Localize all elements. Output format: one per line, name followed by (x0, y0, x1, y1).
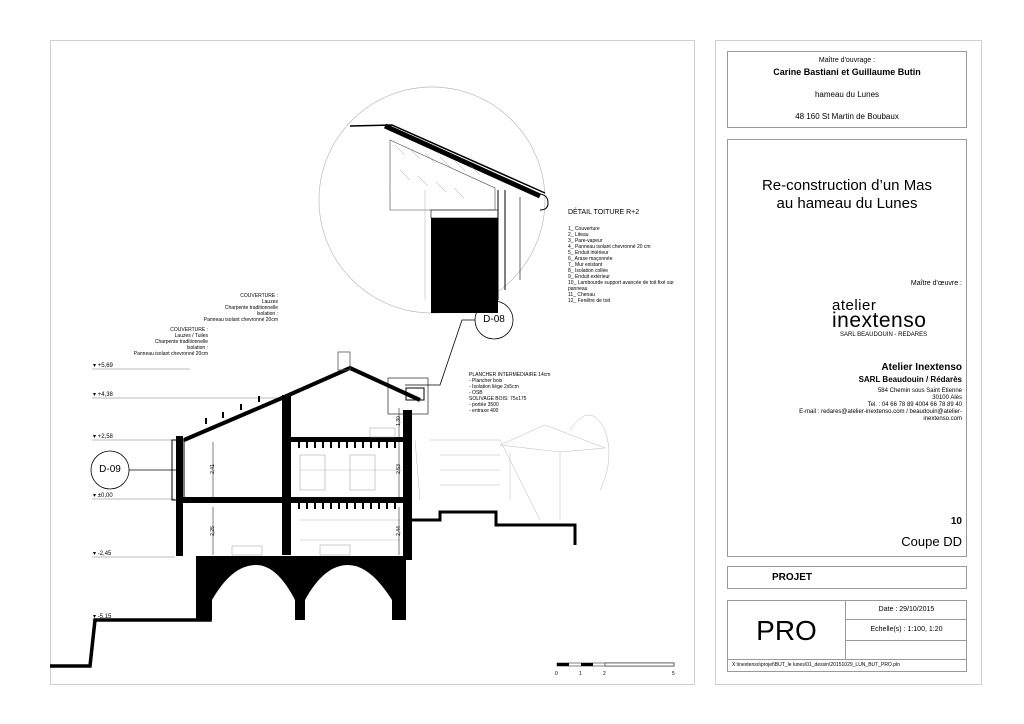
note-line: Panneau isolant chevronné 20cm (133, 351, 208, 357)
scale-label: 0 (555, 671, 558, 677)
level-label-245 (93, 551, 111, 558)
firm-phone: Tel. : 04 66 78 89 4004 66 78 89 40 (867, 402, 962, 408)
firm-sarl: SARL Beaudouin / Rédarès (858, 375, 962, 384)
architect-label: Maître d'œuvre : (910, 280, 962, 287)
dimension-label: 2,25 (209, 526, 216, 536)
scale: Echelle(s) : 1:100, 1:20 (870, 626, 943, 633)
level-value: +5,69 (97, 363, 113, 369)
legend-item: 2_ Liteau (568, 232, 589, 238)
phase-code: PRO (756, 615, 817, 646)
note-line: Lauzes (261, 299, 278, 305)
scale-label: 5 (672, 671, 675, 677)
note-line: - Plancher bois (469, 378, 503, 384)
note-line: Lauzes / Tuiles (174, 333, 208, 339)
note-line: Isolation : (256, 311, 278, 317)
file-path: X:\inextenso\projet\BUT_le lunes\01_dessin\20151029_LUN_BUT_PRO.pln (732, 662, 900, 668)
legend-item: 3_ Pare-vapeur (568, 238, 603, 244)
callout-d09[interactable]: D-09 (99, 464, 121, 475)
date: Date : 29/10/2015 (878, 606, 935, 613)
level-label-569 (93, 363, 113, 370)
note-line: Charpente traditionnelle (224, 305, 278, 311)
level-value: +2,58 (97, 434, 113, 440)
legend-item: 1_ Couverture (568, 226, 600, 232)
sheet-title: Coupe DD (901, 534, 962, 549)
note-line: Panneau isolant chevronné 20cm (203, 317, 278, 323)
scale-label: 2 (603, 671, 606, 677)
legend-item: 10_ Lambourde support avancée de toit fixé sur panneau (568, 280, 674, 292)
note-line: PLANCHER INTERMEDIAIRE 14cm (469, 372, 551, 378)
legend-item: 6_ Arase maçonnée (568, 256, 613, 262)
level-value: ±0,00 (97, 493, 113, 499)
dimension-label: 2,53 (395, 464, 402, 474)
level-label-000 (93, 493, 113, 500)
level-marker-icon: ▾ (93, 392, 98, 398)
dimension-label: 2,41 (209, 464, 216, 474)
legend-item: 7_ Mur existant (568, 262, 603, 268)
floor-note (469, 372, 550, 414)
legend-item: 11_ Chenau (568, 292, 595, 298)
level-marker-icon: ▾ (93, 434, 98, 440)
logo-atelier: atelier (832, 297, 877, 314)
client-box (727, 51, 967, 128)
roof-note-lower (130, 327, 208, 357)
phase-code-box (727, 600, 967, 672)
hamlet: hameau du Lunes (814, 90, 880, 99)
project-title-line-2: au hameau du Lunes (776, 195, 918, 212)
level-marker-icon: ▾ (93, 551, 98, 557)
legend-item: 12_ Fenêtre de toit (568, 298, 610, 304)
client-label: Maître d'ouvrage : (818, 57, 876, 64)
level-label-438 (93, 392, 113, 399)
sheet-number: 10 (950, 516, 962, 527)
note-line: - Isolation liège 2x5cm (469, 384, 519, 390)
detail-legend (568, 226, 678, 304)
address: 48 160 St Martin de Boubaux (795, 112, 899, 121)
project-title-line-1: Re-construction d’un Mas (761, 177, 933, 194)
level-value: +4,38 (97, 392, 113, 398)
client-name: Carine Bastiani et Guillaume Butin (773, 67, 921, 77)
note-line: - entraxe 400 (469, 408, 499, 414)
level-value: -5,15 (97, 614, 112, 620)
legend-item: 4_ Panneau isolant chevronné 20 cm (568, 244, 651, 250)
callout-d08[interactable]: D-08 (483, 314, 505, 325)
note-line: COUVERTURE : (240, 293, 278, 299)
legend-item: 9_ Enduit extérieur (568, 274, 610, 280)
legend-item: 5_ Enduit intérieur (568, 250, 609, 256)
project-box (727, 139, 967, 557)
firm-address-2: 30100 Alès (932, 395, 962, 401)
phase-box (727, 566, 967, 589)
logo-inextenso: inextenso (832, 309, 927, 332)
dimension-label: 2,44 (395, 526, 402, 536)
level-marker-icon: ▾ (93, 614, 98, 620)
note-line: - OSB (469, 390, 483, 396)
note-line: COUVERTURE : (170, 327, 208, 333)
firm-address-1: 584 Chemin sous Saint Etienne (877, 388, 962, 394)
scale-label: 1 (579, 671, 582, 677)
note-line: SOLIVAGE BOIS: 75x175 (469, 396, 527, 402)
level-marker-icon: ▾ (93, 363, 98, 369)
level-marker-icon: ▾ (93, 493, 98, 499)
note-line: Charpente traditionnelle (154, 339, 208, 345)
firm-email-2: inextenso.com (923, 416, 962, 422)
divider (845, 619, 967, 620)
phase-label: PROJET (772, 572, 813, 583)
dimension-label: 1,30 (395, 416, 402, 426)
legend-item: 8_ Isolation collée (568, 268, 609, 274)
note-line: - portée 3500 (469, 402, 499, 408)
detail-title: DÉTAIL TOITURE R+2 (568, 209, 640, 216)
roof-note-upper (200, 293, 278, 323)
firm-name: Atelier Inextenso (881, 362, 962, 373)
logo-subtitle: SARL BEAUDOUIN - REDARES (840, 332, 928, 338)
divider (845, 640, 967, 641)
divider (728, 659, 967, 660)
firm-email-1: E-mail : redares@atelier-inextenso.com / beaudouin@atelier- (799, 409, 962, 415)
level-label-258 (93, 434, 113, 441)
level-value: -2,45 (97, 551, 112, 557)
level-label-515 (93, 614, 111, 621)
note-line: Isolation : (186, 345, 208, 351)
